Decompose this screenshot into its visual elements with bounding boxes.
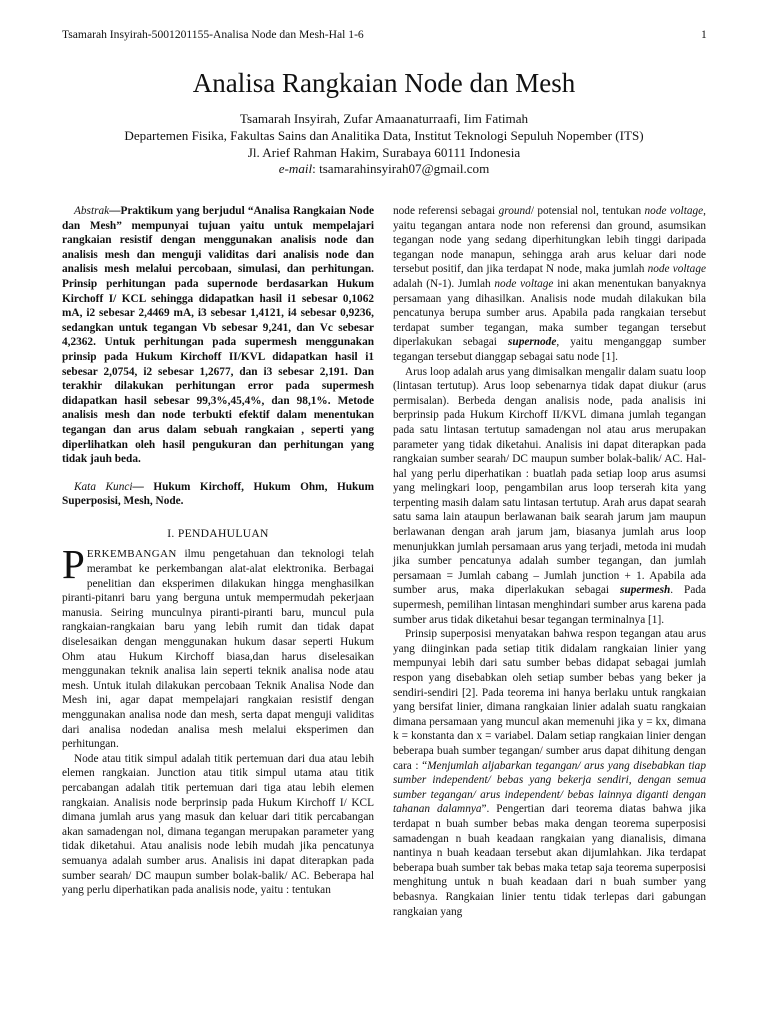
text-span: Arus loop adalah arus yang dimisalkan mengalir dalam suatu loop (lintasan tertutup). Arus loop sebenarnya tidak dapat diukur (arus permisalan). Berbeda dengan analisis node, pada analisis ini berprinsip pada Hukum Kirchoff II/KVL dimana jumlah tegangan pada satu lintasan tertutup samadengan nol atau arus merupakan parameter yang tidak diketahui. Analisis ini dapat diterapkan pada rangkaian sumber searah/ DC maupun sumber bolak-balik/ AC. Hal-hal yang perlu diperhatikan : buatlah pada setiap loop arus asumsi yang melingkari loop, pengambilan arus loop terserah kita yang terpenting masih dalam satu lintasan tertutup. Arah arus dapat searah satu sama lain ataupun berlawanan baik searah jarum jam maupun berlawanan dengan arah jarum jam, biasanya jumlah arus loop menunjukkan jumlah persamaan arus yang terjadi, metoda ini mudah jika sumber pencatunya adalah sumber tegangan, dan jumlah persamaan = Jumlah cabang – Jumlah junction + 1. Apabila ada sumber arus, maka diperlakukan sebagai <box>393 365 706 597</box>
term-node-voltage: node voltage <box>647 263 706 276</box>
text-span: , yaitu menganggap sumber tegangan tersebut dianggap sebagai satu node [1]. <box>393 336 706 363</box>
email-address[interactable]: tsamarahinsyirah07@gmail.com <box>319 161 490 176</box>
term-node-voltage: node voltage <box>494 277 554 290</box>
abstract-label: Abstrak <box>74 205 110 217</box>
section-heading-pendahuluan: I. PENDAHULUAN <box>167 526 269 540</box>
right-column <box>393 204 706 919</box>
abstract-text: Praktikum yang berjudul “Analisa Rangkaian Node dan Mesh” mempunyai tujuan yaitu untuk mempelajari rangkaian resistif dengan menggunakan analisis node dan analisis mesh dan menguji validitas dari analisis node dan analisis mesh melalui percobaan, simulasi, dan perhitungan. Prinsip perhitungan pada supernode berdasarkan Hukum Kirchoff I/ KCL sehingga didapatkan hasil i1 sebesar 0,1062 mA, i2 sebesar 2,4469 mA, i3 sebesar 1,4121, i4 sebesar 0,9236, sedangkan untuk tegangan Vb sebesar 9,241, dan Vc sebesar 4,2362. Untuk perhitungan pada supermesh menggunakan prinsip pada Hukum Kirchoff II/KVL didapatkan hasil i1 sebesar 2,0754, i2 sebesar 1,2677, dan i3 sebesar 2,191. Dan terakhir dilakukan perhitungan error pada supermesh didapatkan hasil sebesar 99,3%,45,4%, dan 98,1%. Metode analisis mesh dan node terbukti efektif dalam menentukan tegangan dan arus dalam sebuah rangkaian , seperti yang diperlihatkan oleh hasil pengukuran dan perhitungan yang tidak jauh beda. <box>62 205 374 466</box>
paper-title: Analisa Rangkaian Node dan Mesh <box>192 68 576 98</box>
abstract <box>62 204 374 467</box>
address: Jl. Arief Rahman Hakim, Surabaya 60111 Indonesia <box>247 145 521 160</box>
term-supernode: supernode <box>508 336 557 349</box>
keywords-text: Hukum Kirchoff, Hukum Ohm, Hukum Superposisi, Mesh, Node. <box>62 480 374 508</box>
email-label: e-mail <box>278 161 313 176</box>
text-span: . Pada supermesh, pemilihan lintasan menghindari sumber arus karena pada sumber arus tidak diketahui besar tegangan terminalnya [1]. <box>393 584 706 626</box>
author-list: Tsamarah Insyirah, Zufar Amaanaturraafi, Iim Fatimah <box>239 111 529 126</box>
intro-paragraph-2: Node atau titik simpul adalah titik pertemuan dari dua atau lebih elemen rangkaian. Junction atau titik simpul utama atau titik percabangan adalah titik pertemuan dari tiga atau lebih elemen rangkaian. Analisis node berprinsip pada Hukum Kirchoff I/ KCL dimana jumlah arus yang masuk dan keluar dari titik percabangan akan samadengan nol, dimana tegangan merupakan parameter yang tidak diketahui. Atau analisis node lebih mudah jika pencatunya semuanya adalah sumber arus. Analisis ini dapat diterapkan pada sumber searah/ DC maupun sumber bolak-balik/ AC. Beberapa hal yang perlu diperhatikan pada analisis node, yaitu : tentukan <box>62 752 374 897</box>
page-number: 1 <box>701 28 707 41</box>
text-span: adalah (N-1). Jumlah <box>393 277 495 290</box>
affiliation: Departemen Fisika, Fakultas Sains dan Analitika Data, Institut Teknologi Sepuluh Nopember (ITS) <box>124 128 644 143</box>
email-separator: : <box>312 161 320 176</box>
email-line <box>0 161 768 177</box>
left-column <box>62 204 374 898</box>
mesh-paragraph <box>393 365 706 628</box>
term-ground: ground <box>498 205 531 217</box>
superposition-quote: Menjumlah aljabarkan tegangan/ arus yang disebabkan tiap sumber independent/ bebas yang bekerja sendiri, dengan semua sumber tegangan/ arus independent/ bebas lainnya diganti dengan tahanan dalamnya <box>393 759 706 816</box>
text-span: , yaitu tegangan antara node non referensi dan ground, asumsikan tegangan node yang sedang diperhitungkan lebih tinggi daripada tegangan node manapun, sehingga arah arus keluar dari node tersebut positif, dan jika terdapat N node, maka jumlah <box>393 205 706 276</box>
text-span: node referensi sebagai <box>393 205 499 217</box>
intro-paragraph-1-text: ilmu pengetahuan dan teknologi telah merambat ke perkembangan alat-alat elektronika. Berbagai penelitian dan eksperimen dilakukan hingga menghasilkan piranti-pitanri baru yang berguna untuk mempermudah pekerjaan manusia. Seiring munculnya piranti-piranti baru, muncul pula rangkaian-rangkaian baru yang lebih rumit dan tidak dapat diselesaikan dengan menggunakan hukum dasar seperti Hukum Ohm atau Hukum Kirchoff biasa,dan harus diselesaikan menggunakan teknik analisa lain seperti teknik analisa node atau mesh. Untuk itulah dilakukan percobaan Teknik Analisa Node dan Mesh ini, agar dapat mempelajari rangkaian resistif dengan menggunakan analisa node dan mesh, serta dapat menguji validitas dari analisa nodedan analisa mesh melalui eksperimen dan perhitungan. <box>62 548 374 751</box>
text-span: ini akan menentukan banyaknya persamaan yang dihasilkan. Analisis node mudah dilakukan bila pencatunya berupa sumber arus. Apabila pada rangkaian tersebut terdapat sumber tegangan, maka sumber tegangan tersebut diperlakukan sebagai <box>393 277 706 349</box>
intro-paragraph-1 <box>62 541 374 751</box>
keywords-dash: — <box>132 480 154 493</box>
superposition-paragraph <box>393 627 706 919</box>
lead-small-caps: ERKEMBANGAN <box>86 548 177 561</box>
node-paragraph <box>393 204 706 365</box>
keywords <box>62 480 374 509</box>
text-span: / potensial nol, tentukan <box>530 205 645 217</box>
keywords-label: Kata Kunci <box>74 480 133 493</box>
abstract-dash: — <box>109 205 121 217</box>
drop-cap: P <box>62 541 85 588</box>
running-head: Tsamarah Insyirah-5001201155-Analisa Node dan Mesh-Hal 1-6 <box>62 28 364 41</box>
text-span: Prinsip superposisi menyatakan bahwa respon tegangan atau arus yang diinginkan pada setiap titik didalam rangkaian linier yang mempunyai lebih dari satu sumber bebas didapat sebagai jumlah respon yang disebabkan oleh setiap sumber bebas yang beker ja sendiri-sendiri [2]. Pada teorema ini hanya berlaku untuk rangkaian yang bersifat linier, dimana rangkaian linier adalah suatu rangkaian dimana persamaan yang muncul akan memenuhi jika y = kx, dimana k = konstanta dan x = variabel. Dalam setiap rangkaian linier dengan beberapa buah sumber tegangan/ sumber arus dapat dihitung dengan cara : “ <box>393 628 706 772</box>
term-supermesh: supermesh <box>620 584 671 597</box>
term-node-voltage: node voltage <box>644 205 704 217</box>
text-span: ”. Pengertian dari teorema diatas bahwa jika terdapat n buah sumber bebas maka dengan teorema superposisi samadengan n buah keadaan rangkaian yang dianalisis, dimana nantinya n buah keadaan tersebut akan dijumlahkan. Jika terdapat beberapa buah sumber tak bebas maka tetap saja teorema superposisi menghitung untuk n buah keadaan dari n buah sumber yang bebasnya. Rangkaian linier tentu tidak terlepas dari gabungan rangkaian yang <box>393 803 706 918</box>
